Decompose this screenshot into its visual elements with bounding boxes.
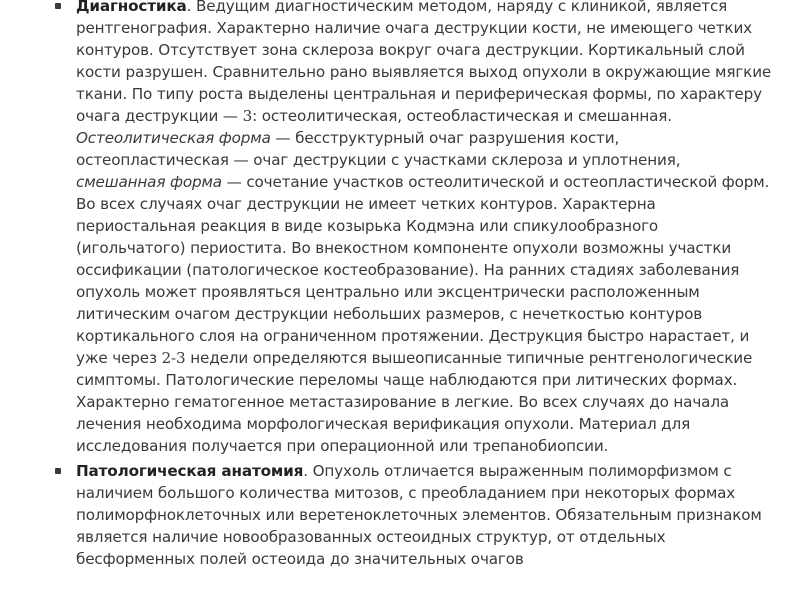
paragraph-text: — сочетание участков остеолитической и остеопластической форм. Во всех случаях очаг деструкции не имеет четких контуров. Характерна периостальная реакция в виде козырька Кодмэна или спикулообразного (игольчатого) периостита. Во внекостном компоненте опухоли возможны участки оссификации (патологическое костеобразование). На ранних стадиях заболевания опухоль может проявляться центрально или эксцентрически расположенным литическим очагом деструкции небольших размеров, с нечеткостью контуров кортикального слоя на ограниченном протяжении. Деструкция быстро нарастает, и уже через [76, 173, 770, 367]
inline-number: 3 [242, 107, 253, 125]
paragraph-text: . Опухоль отличается выраженным полиморфизмом с наличием большого количества митозов, с преобладанием при некоторых формах полиморфноклеточных или веретеноклеточных элементов. Обязательным признаком является наличие новообразованных остеоидных структур, от отдельных бесформенных полей остеоида до значительных очагов [76, 462, 762, 568]
bullet-marker-icon [55, 3, 61, 9]
paragraph-text: — бесструктурный очаг разрушения кости, остеопластическая — очаг деструкции с участками склероза и уплотнения, [76, 129, 681, 169]
section-term: Патологическая анатомия [76, 462, 304, 480]
inline-number: 2-3 [161, 349, 186, 367]
bullet-marker-icon [55, 468, 61, 474]
paragraph-text: . Ведущим диагностическим методом, наряду с клиникой, является рентгенография. Характерно наличие очага деструкции кости, не имеющего четких контуров. Отсутствует зона склероза вокруг очага деструкции. Кортикальный слой кости разрушен. Сравнительно рано выявляется выход опухоли в окружающие мягкие ткани. По типу роста выделены центральная и периферическая формы, по характеру очага деструкции — [76, 0, 772, 125]
italic-term: смешанная форма [76, 173, 222, 191]
italic-term: Остеолитическая форма [76, 129, 271, 147]
paragraph-text: : остеолитическая, остеобластическая и смешанная. [252, 107, 672, 125]
bullet-pathological-anatomy [0, 460, 800, 570]
section-term: Диагностика [76, 0, 187, 15]
paragraph-text: недели определяются вышеописанные типичные рентгенологические симптомы. Патологические переломы чаще наблюдаются при литических формах. Характерно гематогенное метастазирование в легкие. Во всех случаях до начала лечения необходима морфологическая верификация опухоли. Материал для исследования получается при операционной или трепанобиопсии. [76, 349, 753, 455]
